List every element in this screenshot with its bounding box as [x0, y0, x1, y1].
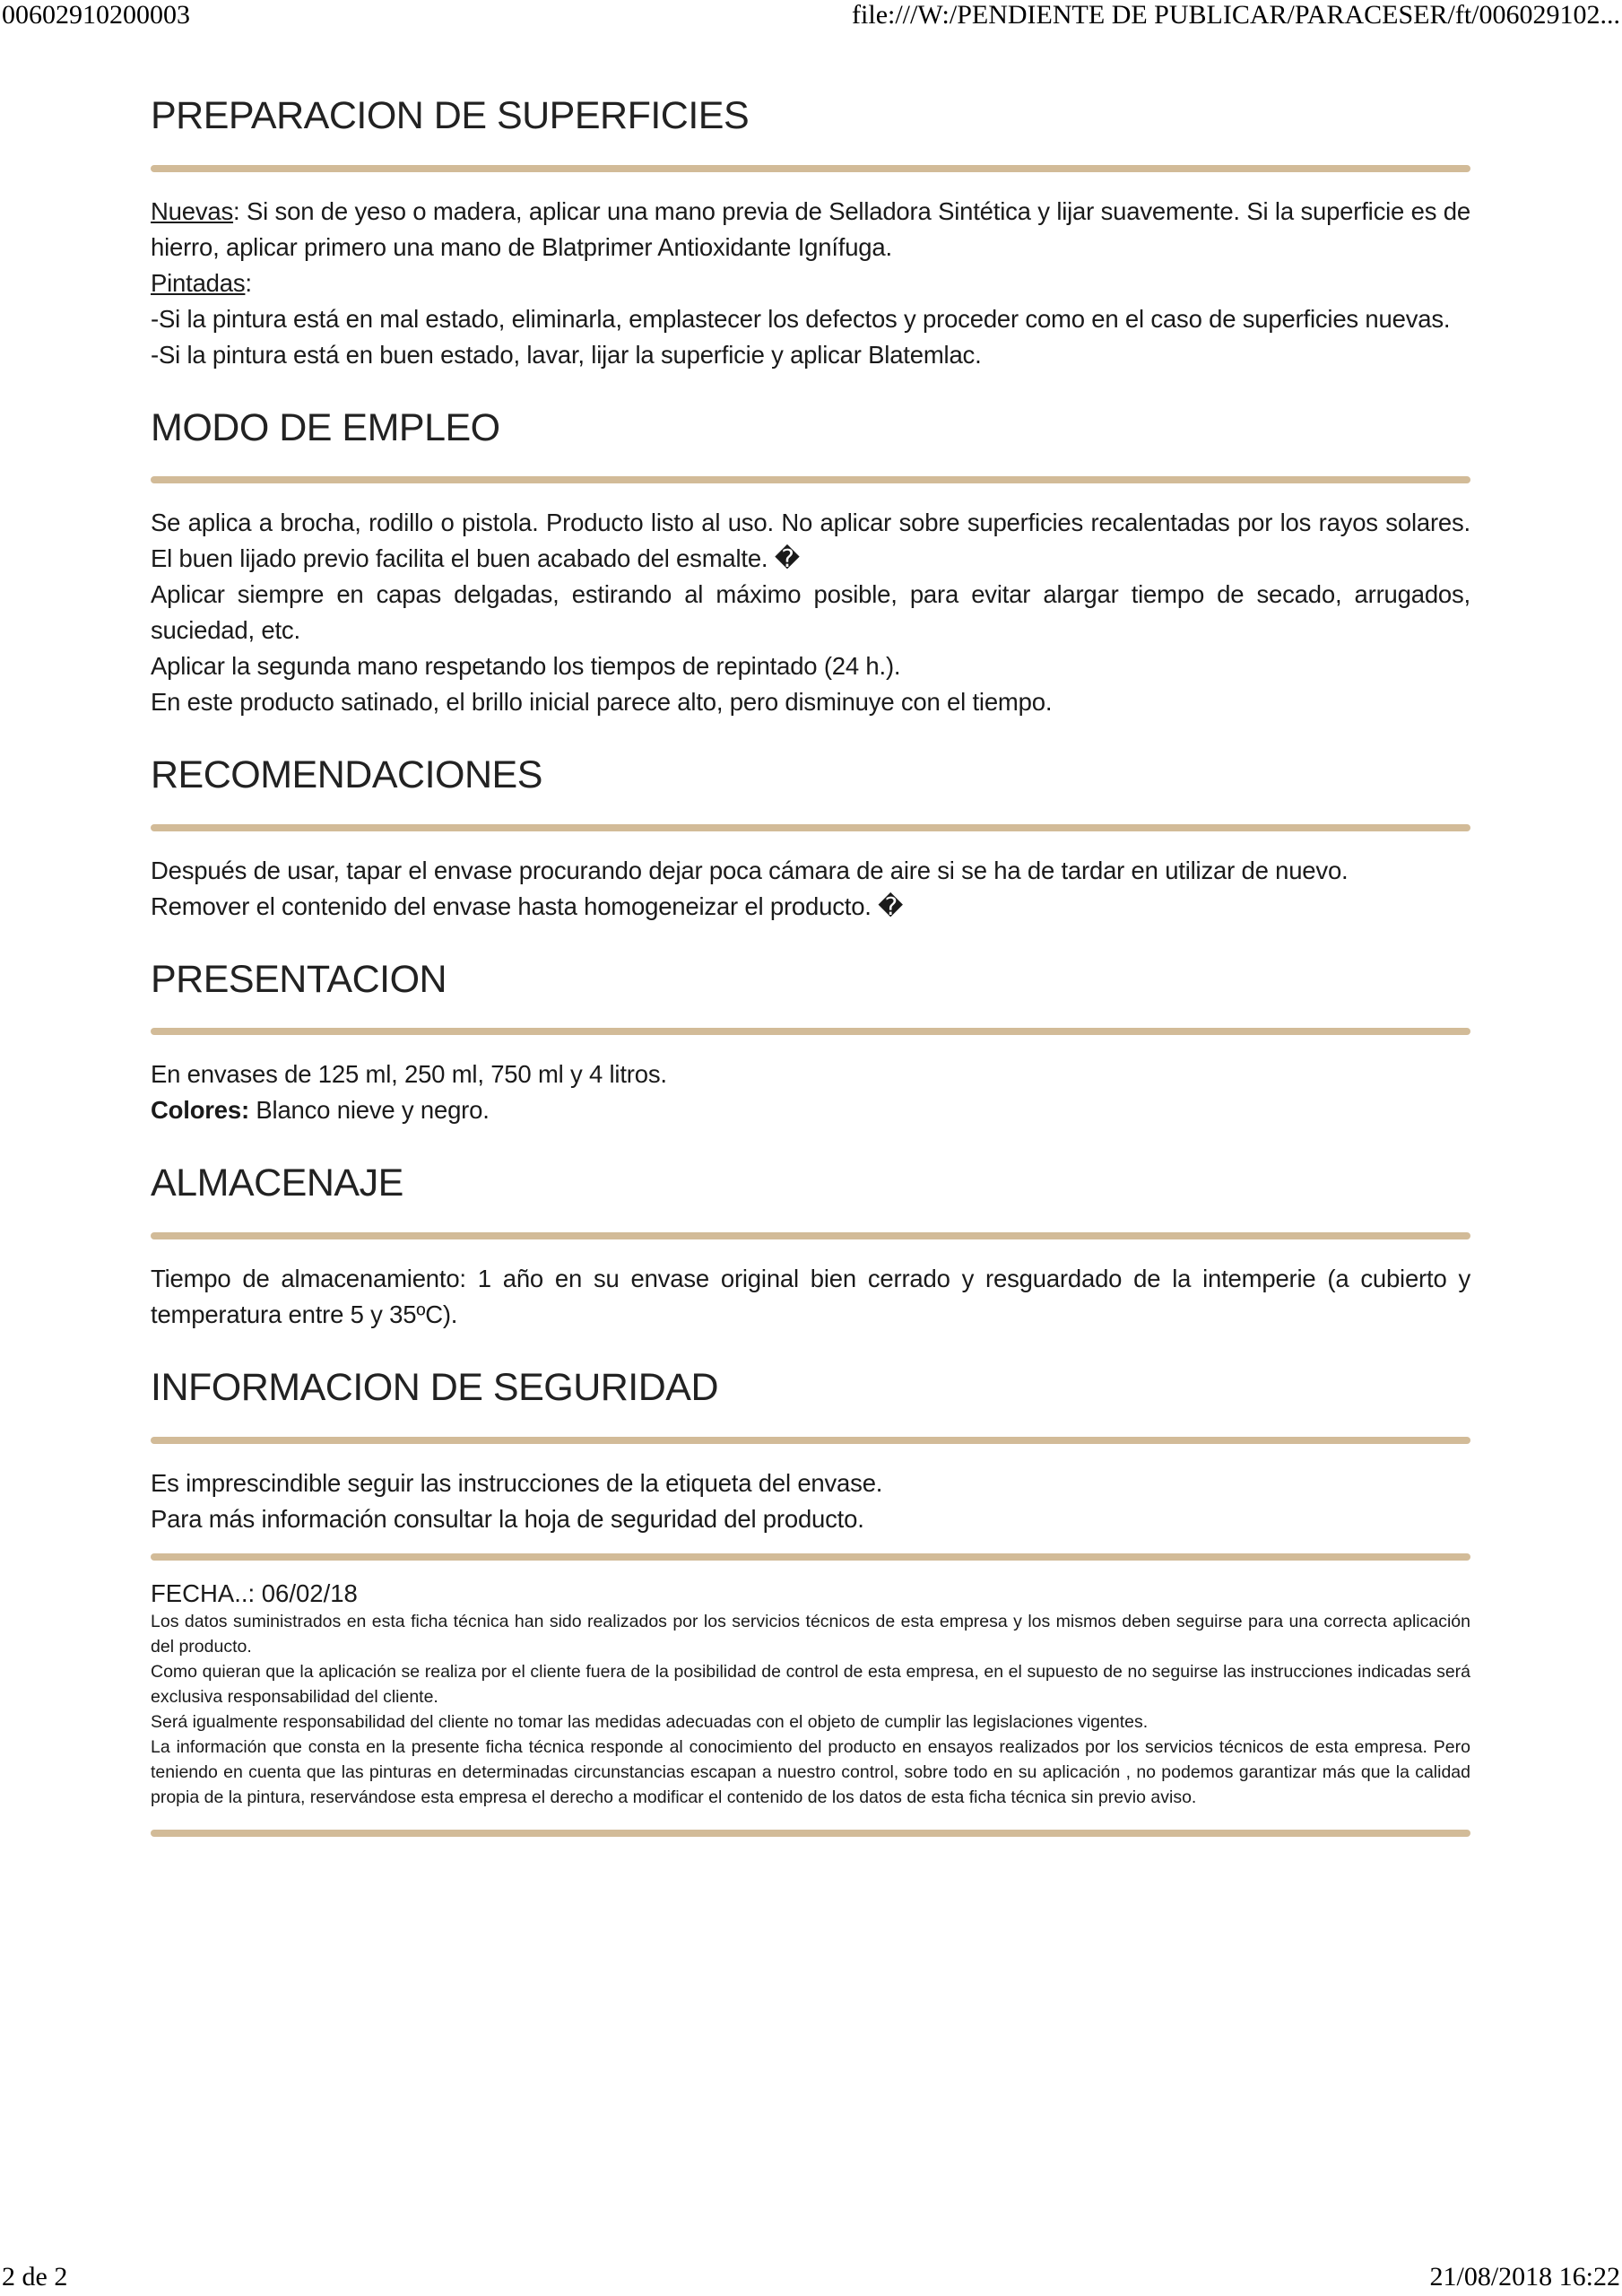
paragraph-mal-estado: -Si la pintura está en mal estado, eliminarla, emplastecer los defectos y proceder como en el caso de superficies nuevas. — [151, 304, 1451, 333]
print-header-doc-id: 00602910200003 — [2, 0, 190, 30]
paragraph-remover: Remover el contenido del envase hasta homogeneizar el producto. � — [151, 891, 904, 920]
paragraph-envases: En envases de 125 ml, 250 ml, 750 ml y 4 litros. — [151, 1060, 667, 1089]
paragraph-pintadas — [151, 265, 1470, 301]
disclaimer-note: Será igualmente responsabilidad del cliente no tomar las medidas adecuadas con el objeto de cumplir las legislaciones vigentes. — [151, 1711, 1149, 1732]
paragraph-capas: Aplicar siempre en capas delgadas, estirando al máximo posible, para evitar alargar tiempo de secado, arrugados, suciedad, etc. — [151, 580, 1470, 645]
document-body — [151, 93, 1470, 1837]
section-divider — [151, 1028, 1470, 1035]
section-title-seguridad: INFORMACION DE SEGURIDAD — [151, 1365, 719, 1409]
paragraph-buen-estado: -Si la pintura está en buen estado, lavar, lijar la superficie y aplicar Blatemlac. — [151, 340, 982, 369]
section-title-presentacion: PRESENTACION — [151, 957, 447, 1001]
disclaimer-block — [151, 1578, 1470, 1810]
print-timestamp: 21/08/2018 16:22 — [1429, 2262, 1620, 2292]
paragraph-colores — [151, 1092, 1470, 1128]
label-pintadas-colon: : — [245, 268, 252, 297]
section-divider — [151, 1232, 1470, 1239]
section-almacenaje — [151, 1161, 1470, 1333]
section-divider — [151, 1830, 1470, 1837]
section-divider — [151, 1553, 1470, 1561]
section-title-modo-empleo: MODO DE EMPLEO — [151, 405, 500, 449]
text-colores: Blanco nieve y negro. — [248, 1096, 490, 1125]
disclaimer-note: La información que consta en la presente ficha técnica responde al conocimiento del producto en ensayos realizados por los servicios técnicos de esta empresa. Pero teniendo en cuenta que las pinturas en determinadas circunstancias escapan a nuestro control, sobre todo en su aplicación , no podemos garantizar más que la calidad propia de la pintura, reservándose esta empresa el derecho a modificar el contenido de los datos de esta ficha técnica sin previo aviso. — [151, 1736, 1470, 1807]
disclaimer-note: Como quieran que la aplicación se realiza por el cliente fuera de la posibilidad de control de esta empresa, en el supuesto de no seguirse las instrucciones indicadas será exclusiva responsabilidad del cliente. — [151, 1661, 1470, 1707]
section-recomendaciones — [151, 752, 1470, 925]
label-colores: Colores: — [151, 1096, 249, 1125]
print-header — [0, 0, 1622, 30]
paragraph-nuevas — [151, 194, 1470, 265]
section-divider — [151, 824, 1470, 831]
paragraph-segunda-mano: Aplicar la segunda mano respetando los tiempos de repintado (24 h.). — [151, 652, 901, 681]
page-number: 2 de 2 — [2, 2262, 68, 2292]
print-footer — [0, 2262, 1622, 2292]
section-divider — [151, 476, 1470, 483]
print-header-file-path: file:///W:/PENDIENTE DE PUBLICAR/PARACESER/ft/006029102... — [852, 0, 1620, 30]
section-title-preparacion: PREPARACION DE SUPERFICIES — [151, 94, 750, 137]
section-modo-empleo — [151, 405, 1470, 721]
paragraph-tiempo-almacenamiento: Tiempo de almacenamiento: 1 año en su envase original bien cerrado y resguardado de la intemperie (a cubierto y temperatura entre 5 y 35ºC). — [151, 1264, 1470, 1328]
label-pintadas: Pintadas — [151, 268, 246, 297]
section-title-recomendaciones: RECOMENDACIONES — [151, 753, 542, 797]
section-divider — [151, 1437, 1470, 1444]
paragraph-tapar-envase: Después de usar, tapar el envase procurando dejar poca cámara de aire si se ha de tardar en utilizar de nuevo. — [151, 856, 1349, 884]
disclaimer-note: Los datos suministrados en esta ficha técnica han sido realizados por los servicios técnicos de esta empresa y los mismos deben seguirse para una correcta aplicación del producto. — [151, 1611, 1470, 1657]
label-nuevas: Nuevas — [151, 196, 234, 225]
paragraph-hoja-seguridad: Para más información consultar la hoja de seguridad del producto. — [151, 1504, 864, 1533]
section-title-almacenaje: ALMACENAJE — [151, 1161, 403, 1205]
paragraph-brillo: En este producto satinado, el brillo inicial parece alto, pero disminuye con el tiempo. — [151, 688, 1053, 717]
fecha-date: FECHA..: 06/02/18 — [151, 1578, 358, 1607]
section-seguridad — [151, 1365, 1470, 1537]
paragraph-etiqueta: Es imprescindible seguir las instrucciones de la etiqueta del envase. — [151, 1468, 883, 1497]
section-divider — [151, 165, 1470, 172]
section-preparacion — [151, 93, 1470, 373]
paragraph-aplicacion: Se aplica a brocha, rodillo o pistola. Producto listo al uso. No aplicar sobre superficies recalentadas por los rayos solares. El buen lijado previo facilita el buen acabado del esmalte. � — [151, 509, 1470, 573]
section-presentacion — [151, 957, 1470, 1129]
text-nuevas: : Si son de yeso o madera, aplicar una mano previa de Selladora Sintética y lijar suavemente. Si la superficie es de hierro, aplicar primero una mano de Blatprimer Antioxidante Ignífuga. — [151, 196, 1470, 261]
